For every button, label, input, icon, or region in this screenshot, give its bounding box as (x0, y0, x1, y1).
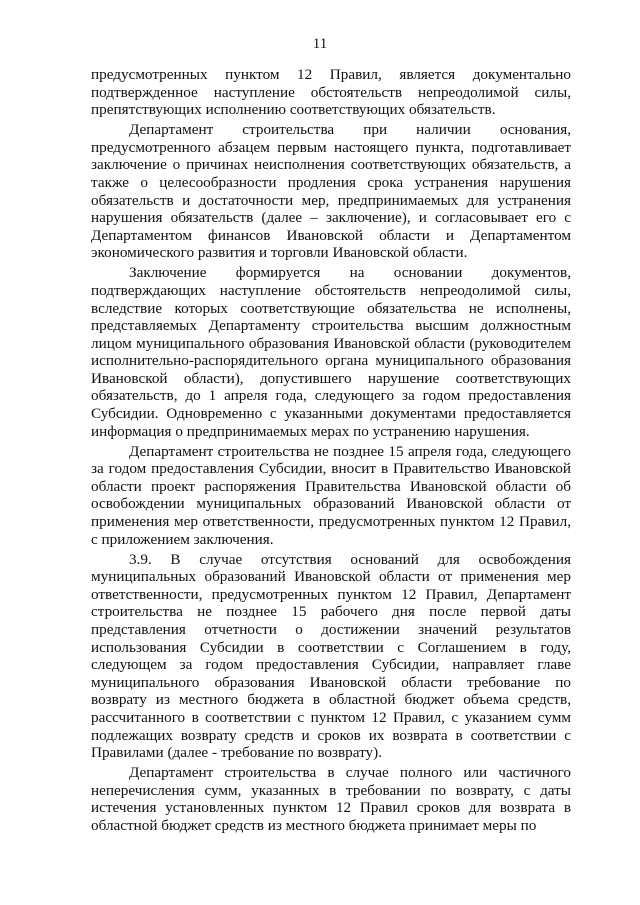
paragraph-5: 3.9. В случае отсутствия оснований для освобождения муниципальных образований Ивановской области от применения мер ответственности, предусмотренных пунктом 12 Правил, Департамент строительства не позднее 15 рабочего дня после первой даты представления отчетности о достижении значений результатов использования Субсидии в соответствии с Соглашением в году, следующем за годом предоставления Субсидии, направляет главе муниципального образования Ивановской области требование по возврату из местного бюджета в областной бюджет объема средств, рассчитанного в соответствии с пунктом 12 Правил, с указанием сумм подлежащих возврату средств и сроков их возврата в соответствии с Правилами (далее - требование по возврату). (91, 550, 571, 762)
paragraph-2: Департамент строительства при наличии основания, предусмотренного абзацем первым настоящего пункта, подготавливает заключение о причинах неисполнения соответствующих обязательств, а также о целесообразности продления срока устранения нарушения обязательств и достаточности мер, предпринимаемых для устранения нарушения обязательств (далее – заключение), и согласовывает его с Департаментом финансов Ивановской области и Департаментом экономического развития и торговли Ивановской области. (91, 121, 571, 262)
paragraph-6: Департамент строительства в случае полного или частичного неперечисления сумм, указанных в требовании по возврату, с даты истечения установленных пунктом 12 Правил сроков для возврата в областной бюджет средств из местного бюджета принимает меры по (91, 764, 571, 834)
document-body (91, 66, 571, 837)
page-number: 11 (312, 36, 328, 52)
paragraph-4: Департамент строительства не позднее 15 апреля года, следующего за годом предоставления Субсидии, вносит в Правительство Ивановской области проект распоряжения Правительства Ивановской области об освобождении муниципальных образований Ивановской области от применения мер ответственности, предусмотренных пунктом 12 Правил, с приложением заключения. (91, 442, 571, 548)
paragraph-1: предусмотренных пунктом 12 Правил, является документально подтвержденное наступление обстоятельств непреодолимой силы, препятствующих исполнению соответствующих обязательств. (91, 66, 571, 119)
paragraph-3: Заключение формируется на основании документов, подтверждающих наступление обстоятельств непреодолимой силы, вследствие которых соответствующие обязательства не исполнены, представляемых Департаменту строительства высшим должностным лицом муниципального образования Ивановской области (руководителем исполнительно-распорядительного органа муниципального образования Ивановской области), допустившего нарушение соответствующих обязательств, до 1 апреля года, следующего за годом предоставления Субсидии. Одновременно с указанными документами предоставляется информация о предпринимаемых мерах по устранению нарушения. (91, 264, 571, 440)
